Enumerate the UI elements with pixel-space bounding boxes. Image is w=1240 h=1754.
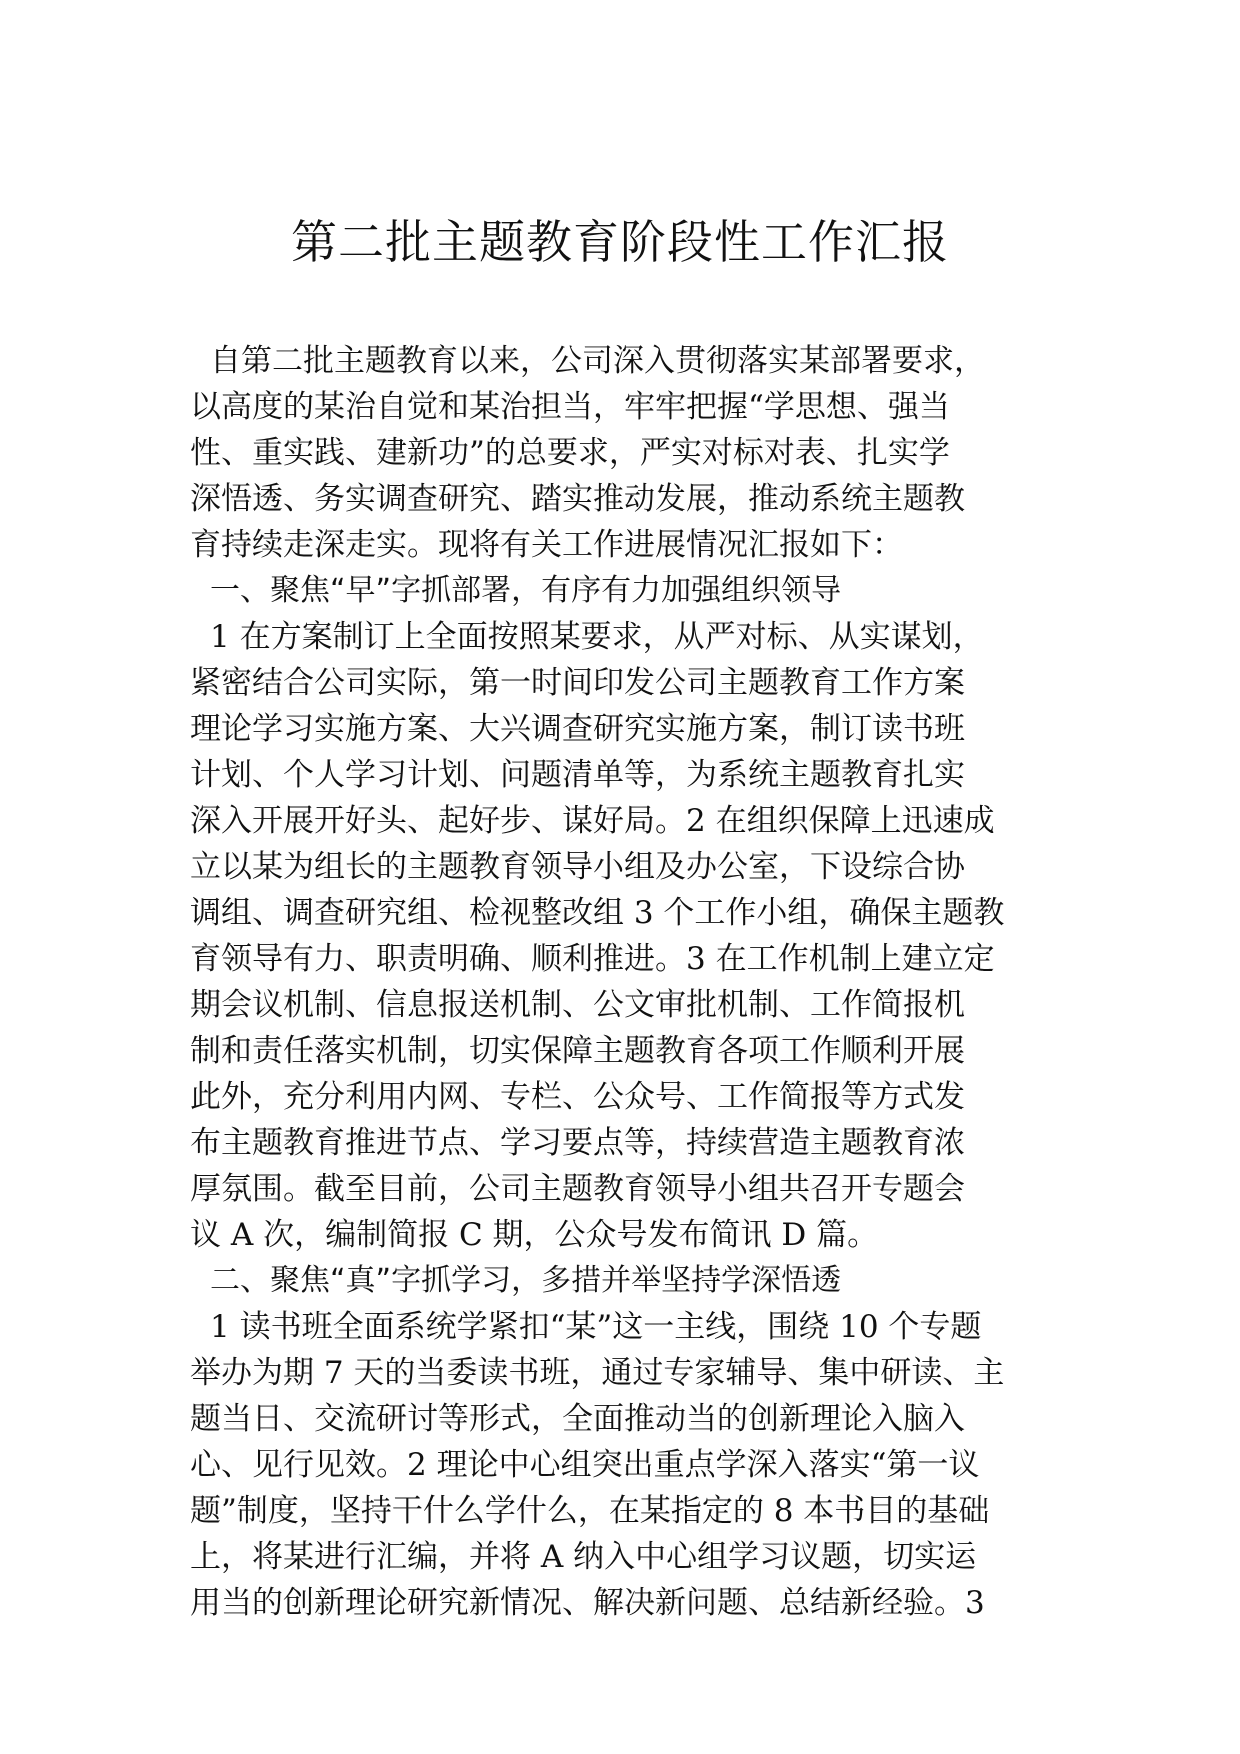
text-line: 紧密结合公司实际，第一时间印发公司主题教育工作方案 (190, 665, 965, 701)
text-line: 厚氛围。截至目前，公司主题教育领导小组共召开专题会 (190, 1171, 965, 1207)
text-line: 深入开展开好头、起好步、谋好局。2 在组织保障上迅速成 (190, 803, 995, 839)
text-line: 布主题教育推进节点、学习要点等，持续营造主题教育浓 (190, 1125, 965, 1161)
text-line: 议 A 次，编制简报 C 期，公众号发布简讯 D 篇。 (190, 1217, 879, 1253)
text-line: 深悟透、务实调查研究、踏实推动发展，推动系统主题教 (190, 481, 965, 517)
section-heading: 二、聚焦“真”字抓学习，多措并举坚持学深悟透 (210, 1263, 842, 1298)
text-line: 性、重实践、建新功”的总要求，严实对标对表、扎实学 (190, 435, 950, 471)
text-line: 上，将某进行汇编，并将 A 纳入中心组学习议题，切实运 (190, 1539, 977, 1575)
text-line: 1 读书班全面系统学紧扣“某”这一主线，围绕 10 个专题 (210, 1309, 982, 1345)
text-line: 育领导有力、职责明确、顺利推进。3 在工作机制上建立定 (190, 941, 995, 977)
section-heading: 一、聚焦“早”字抓部署，有序有力加强组织领导 (210, 573, 842, 608)
text-line: 立以某为组长的主题教育领导小组及办公室，下设综合协 (190, 849, 965, 885)
text-line: 育持续走深走实。现将有关工作进展情况汇报如下： (190, 527, 903, 563)
text-line: 以高度的某治自觉和某治担当，牢牢把握“学思想、强当 (190, 389, 950, 425)
text-line: 用当的创新理论研究新情况、解决新问题、总结新经验。3 (190, 1585, 985, 1621)
text-line: 题”制度，坚持干什么学什么，在某指定的 8 本书目的基础 (190, 1493, 990, 1529)
document-title: 第二批主题教育阶段性工作汇报 (291, 215, 949, 269)
text-line: 期会议机制、信息报送机制、公文审批机制、工作简报机 (190, 987, 965, 1023)
text-line: 调组、调查研究组、检视整改组 3 个工作小组，确保主题教 (190, 895, 1005, 931)
text-line: 计划、个人学习计划、问题清单等，为系统主题教育扎实 (190, 757, 965, 793)
text-line: 举办为期 7 天的当委读书班，通过专家辅导、集中研读、主 (190, 1355, 1005, 1391)
text-line: 此外，充分利用内网、专栏、公众号、工作简报等方式发 (190, 1079, 965, 1115)
text-line: 题当日、交流研讨等形式，全面推动当的创新理论入脑入 (190, 1401, 965, 1437)
text-line: 制和责任落实机制，切实保障主题教育各项工作顺利开展 (190, 1033, 965, 1069)
text-line: 自第二批主题教育以来，公司深入贯彻落实某部署要求， (210, 343, 985, 379)
text-line: 理论学习实施方案、大兴调查研究实施方案，制订读书班 (190, 711, 965, 747)
text-line: 1 在方案制订上全面按照某要求，从严对标、从实谋划， (210, 619, 984, 655)
text-line: 心、见行见效。2 理论中心组突出重点学深入落实“第一议 (190, 1447, 980, 1483)
